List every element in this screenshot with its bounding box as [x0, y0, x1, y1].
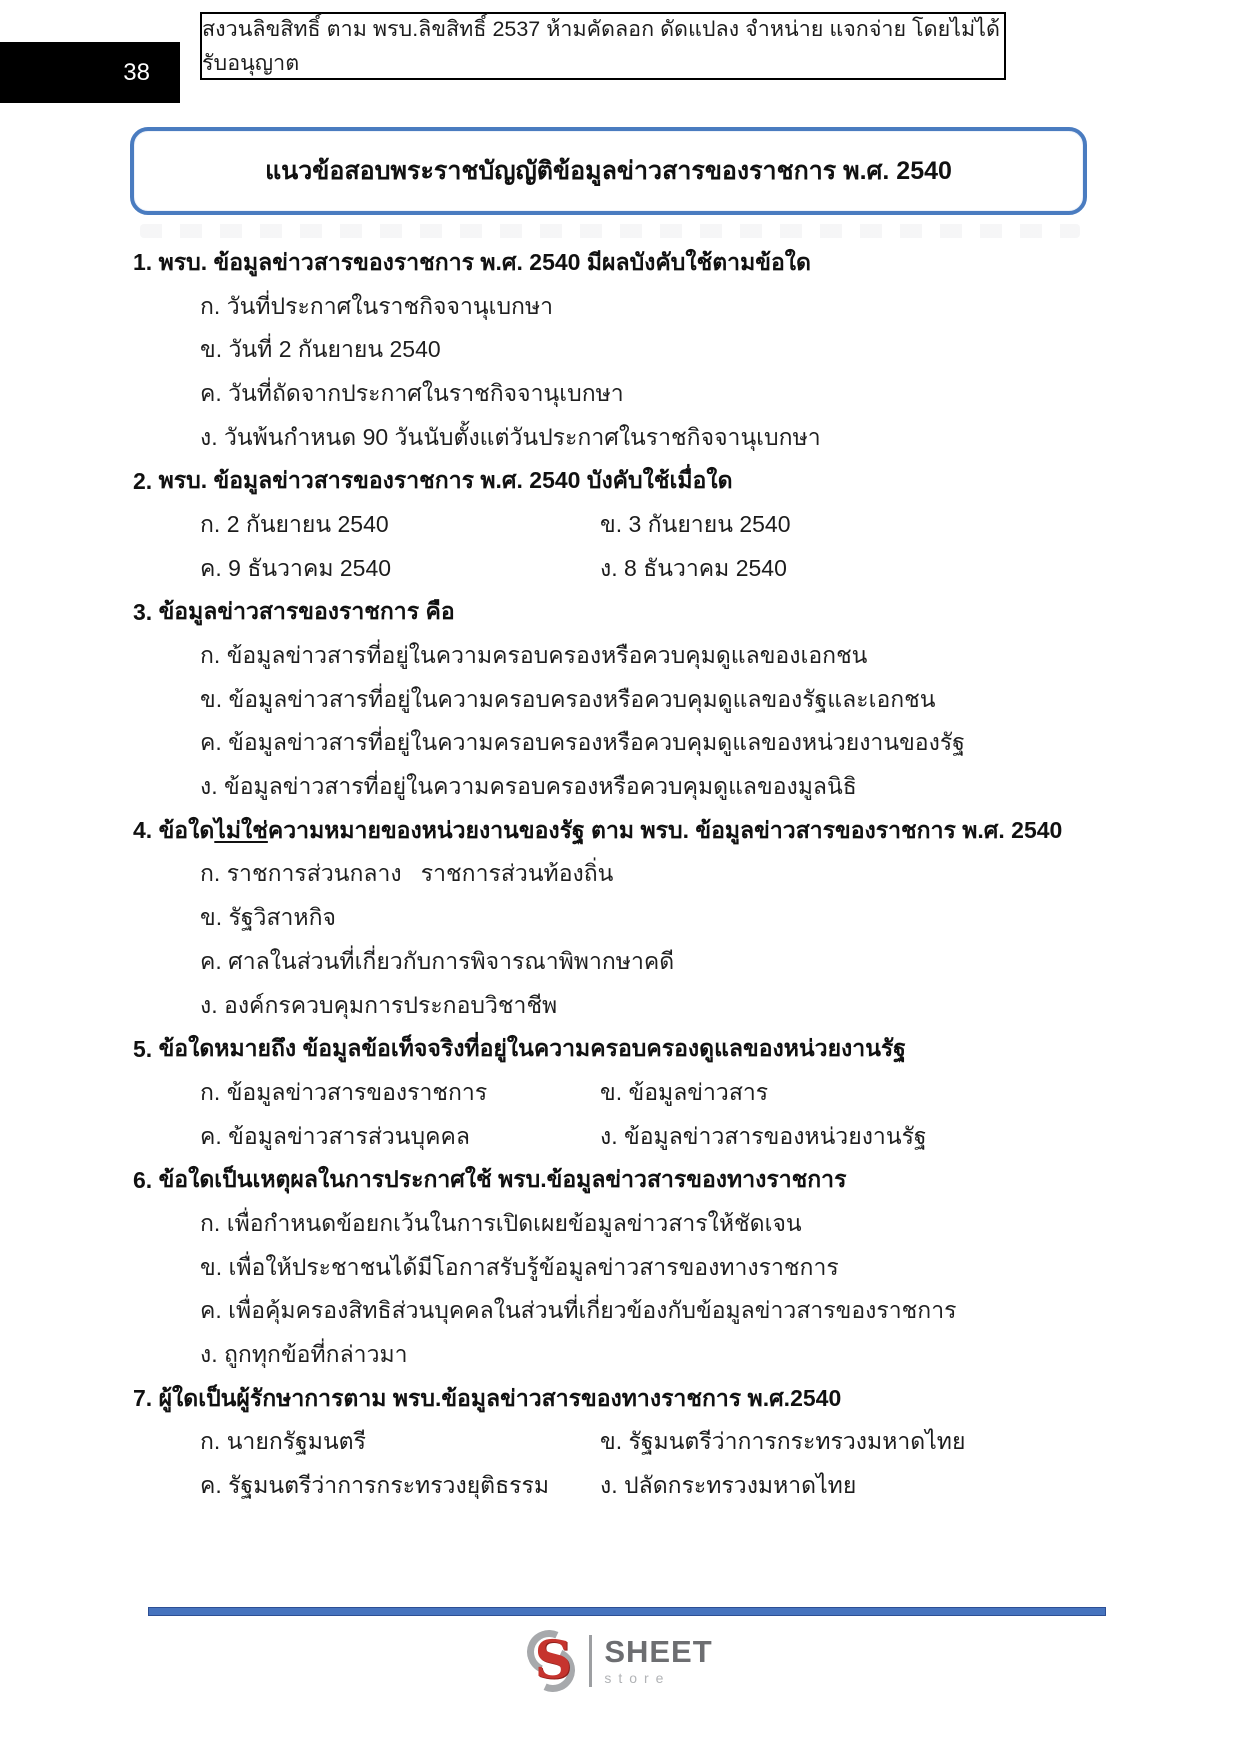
option-row [133, 503, 1118, 547]
logo-secondary-text: store [604, 1669, 671, 1686]
copyright-notice-box [200, 12, 1006, 80]
answer-option: ค. เพื่อคุ้มครองสิทธิส่วนบุคคลในส่วนที่เกี่ยวข้องกับข้อมูลข่าวสารของราชการ [200, 1297, 957, 1324]
answer-option: ก. ข้อมูลข่าวสารที่อยู่ในความครอบครองหรือควบคุมดูแลของเอกชน [200, 642, 868, 669]
logo-wordmark [604, 1633, 713, 1686]
page-number-strip [0, 42, 180, 103]
question-text: ผู้ใดเป็นผู้รักษาการตาม พรบ.ข้อมูลข่าวสารของทางราชการ พ.ศ.2540 [158, 1384, 842, 1411]
question-text-underlined: ไม่ใช่ [214, 816, 268, 843]
question-header [133, 241, 1118, 285]
copyright-text: สงวนลิขสิทธิ์ ตาม พรบ.ลิขสิทธิ์ 2537 ห้ามคัดลอก ดัดแปลง จำหน่าย แจกจ่าย โดยไม่ได้รับอนุญาต [202, 17, 1000, 75]
answer-option: ง. 8 ธันวาคม 2540 [600, 554, 787, 581]
answer-option: ค. 9 ธันวาคม 2540 [200, 554, 392, 581]
answer-option: ก. เพื่อกำหนดข้อยกเว้นในการเปิดเผยข้อมูลข่าวสารให้ชัดเจน [200, 1209, 802, 1236]
exam-title: แนวข้อสอบพระราชบัญญัติข้อมูลข่าวสารของราชการ พ.ศ. 2540 [265, 157, 952, 185]
question-number: 3. [133, 598, 159, 625]
scan-artifact-band [140, 224, 1080, 238]
question-header [133, 459, 1118, 503]
logo-primary-text: SHEET [604, 1633, 713, 1669]
answer-option: ง. วันพ้นกำหนด 90 วันนับตั้งแต่วันประกาศในราชกิจจานุเบกษา [200, 423, 821, 450]
answer-option: ค. ข้อมูลข่าวสารส่วนบุคคล [200, 1122, 470, 1149]
question-number: 4. [133, 817, 159, 844]
answer-option: ค. ศาลในส่วนที่เกี่ยวกับการพิจารณาพิพากษาคดี [200, 947, 675, 974]
question-text: ข้อใดหมายถึง ข้อมูลข้อเท็จจริงที่อยู่ในความครอบครองดูแลของหน่วยงานรัฐ [158, 1035, 906, 1062]
question-text: ข้อใด [158, 816, 215, 843]
footer-divider-line [148, 1607, 1106, 1616]
answer-option: ง. ข้อมูลข่าวสารของหน่วยงานรัฐ [600, 1122, 927, 1149]
logo-s-letter: S [534, 1630, 573, 1691]
question-text: ความหมายของหน่วยงานของรัฐ ตาม พรบ. ข้อมูลข่าวสารของราชการ พ.ศ. 2540 [267, 816, 1063, 843]
answer-option: ค. วันที่ถัดจากประกาศในราชกิจจานุเบกษา [200, 379, 624, 406]
question-header [133, 809, 1118, 853]
question-text: พรบ. ข้อมูลข่าวสารของราชการ พ.ศ. 2540 มีผลบังคับใช้ตามข้อใด [158, 248, 811, 275]
sheet-store-logo [0, 1626, 1240, 1696]
option-row [133, 547, 1118, 591]
answer-option: ก. วันที่ประกาศในราชกิจจานุเบกษา [200, 292, 554, 319]
answer-option: ก. ข้อมูลข่าวสารของราชการ [200, 1078, 488, 1105]
answer-option: ข. ข้อมูลข่าวสาร [600, 1078, 769, 1105]
answer-option: ง. ข้อมูลข่าวสารที่อยู่ในความครอบครองหรือควบคุมดูแลของมูลนิธิ [200, 773, 857, 800]
answer-option: ก. ราชการส่วนกลาง ราชการส่วนท้องถิ่น [200, 860, 614, 887]
option-row [133, 1421, 1118, 1465]
logo-divider [589, 1635, 592, 1687]
answer-option: ก. 2 กันยายน 2540 [200, 510, 389, 537]
answer-option: ข. ข้อมูลข่าวสารที่อยู่ในความครอบครองหรือควบคุมดูแลของรัฐและเอกชน [200, 685, 936, 712]
answer-option: ข. รัฐมนตรีว่าการกระทรวงมหาดไทย [600, 1428, 966, 1455]
option-row [133, 1115, 1118, 1159]
question-number: 1. [133, 249, 159, 276]
question-text: ข้อใดเป็นเหตุผลในการประกาศใช้ พรบ.ข้อมูลข่าวสารของทางราชการ [158, 1166, 847, 1193]
answer-option: ข. 3 กันยายน 2540 [600, 510, 791, 537]
question-number: 2. [133, 467, 159, 494]
answer-option: ข. เพื่อให้ประชาชนได้มีโอกาสรับรู้ข้อมูลข่าวสารของทางราชการ [200, 1253, 839, 1280]
option-row [133, 1464, 1118, 1508]
question-number: 5. [133, 1035, 159, 1062]
question-header [133, 1377, 1118, 1421]
exam-title-box [130, 127, 1087, 215]
answer-option: ค. รัฐมนตรีว่าการกระทรวงยุติธรรม [200, 1472, 550, 1499]
sheet-store-s-icon [527, 1630, 577, 1692]
answer-option: ข. รัฐวิสาหกิจ [200, 904, 336, 931]
question-number: 6. [133, 1166, 159, 1193]
question-header [133, 1027, 1118, 1071]
question-text: ข้อมูลข่าวสารของราชการ คือ [158, 598, 455, 625]
question-header [133, 591, 1118, 635]
answer-option: ข. วันที่ 2 กันยายน 2540 [200, 336, 441, 363]
answer-option: ง. องค์กรควบคุมการประกอบวิชาชีพ [200, 991, 558, 1018]
page-number: 38 [123, 58, 150, 86]
option-row [133, 1071, 1118, 1115]
answer-option: ก. นายกรัฐมนตรี [200, 1428, 366, 1455]
question-text: พรบ. ข้อมูลข่าวสารของราชการ พ.ศ. 2540 บังคับใช้เมื่อใด [158, 467, 733, 494]
question-list [133, 241, 1118, 1508]
question-number: 7. [133, 1385, 159, 1412]
answer-option: ง. ถูกทุกข้อที่กล่าวมา [200, 1341, 408, 1368]
question-header [133, 1158, 1118, 1202]
answer-option: ง. ปลัดกระทรวงมหาดไทย [600, 1472, 857, 1499]
answer-option: ค. ข้อมูลข่าวสารที่อยู่ในความครอบครองหรือควบคุมดูแลของหน่วยงานของรัฐ [200, 729, 965, 756]
